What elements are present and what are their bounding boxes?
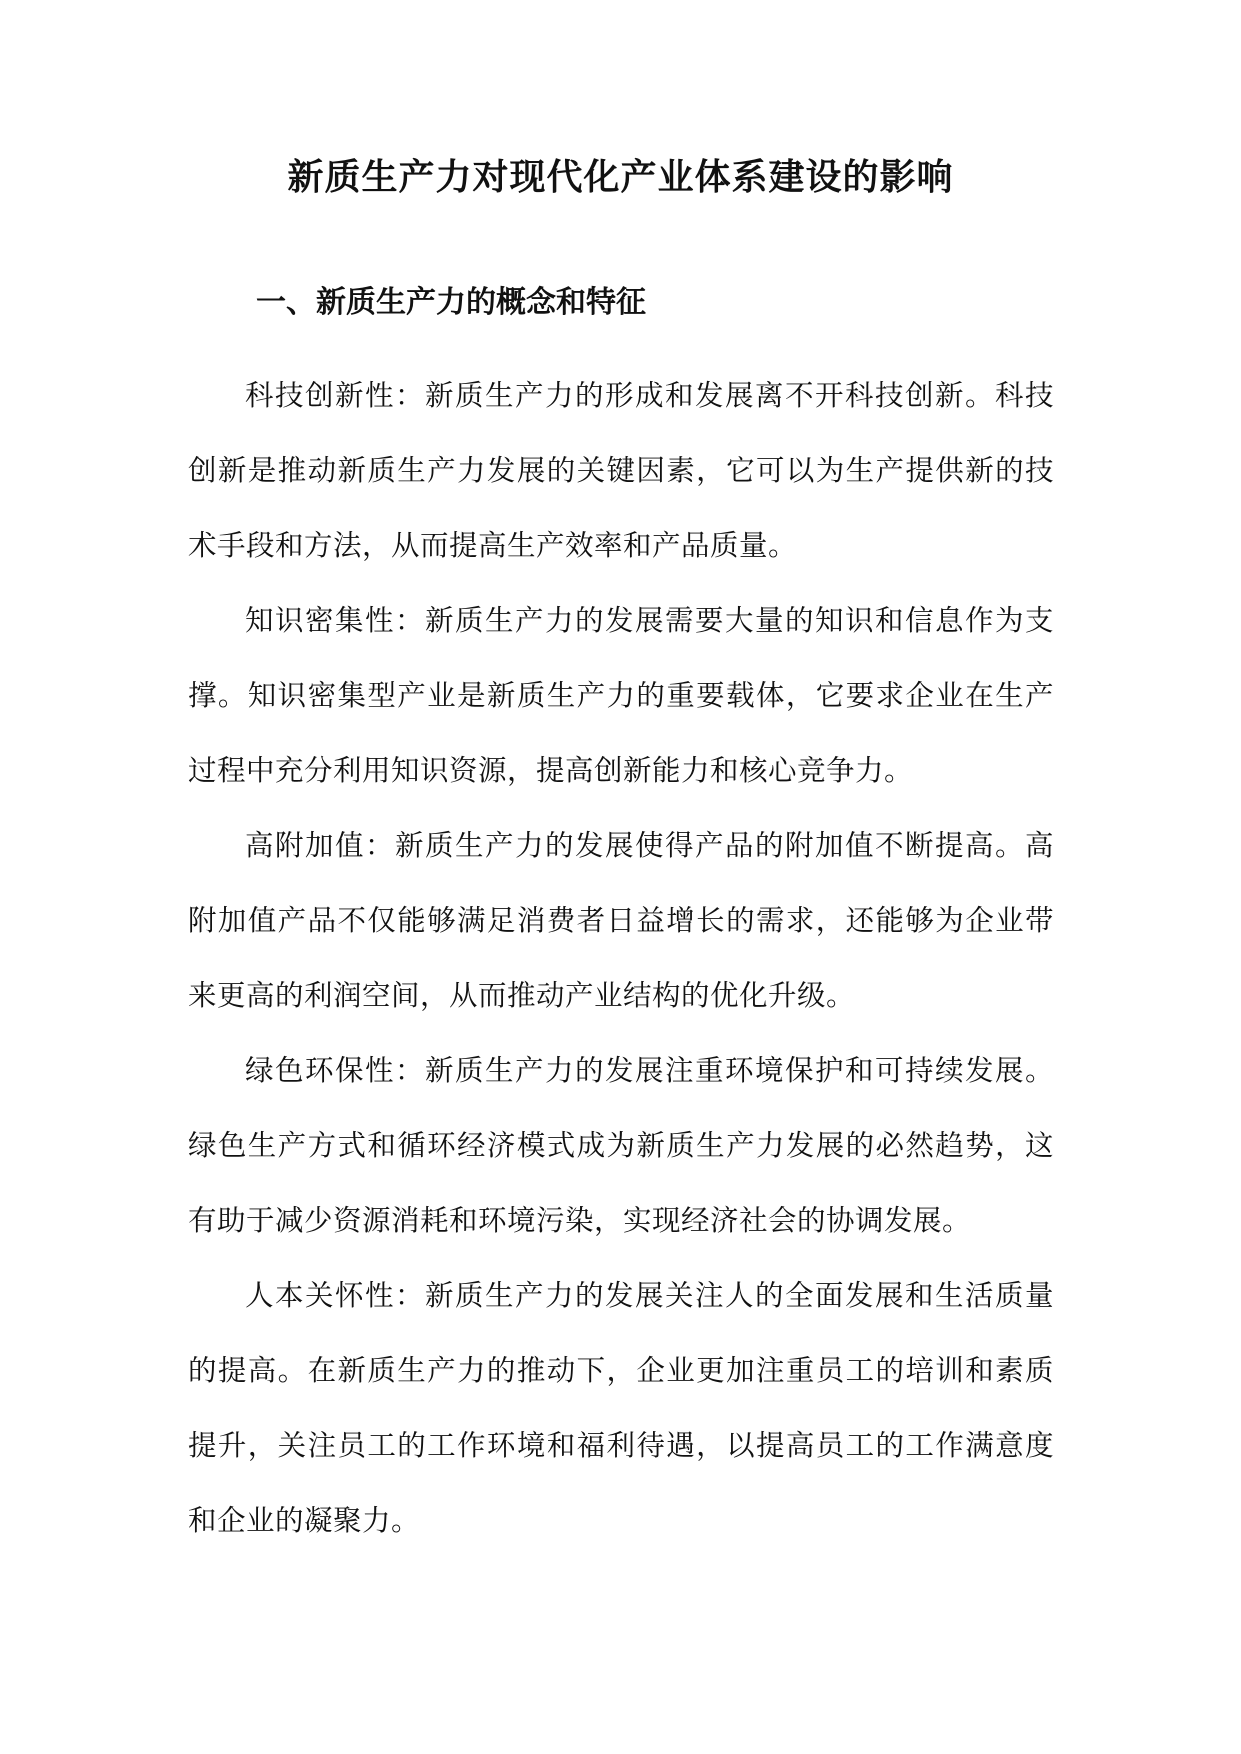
paragraph-green: 绿色环保性：新质生产力的发展注重环境保护和可持续发展。绿色生产方式和循环经济模式成为新质生产力发展的必然趋势，这有助于减少资源消耗和环境污染，实现经济社会的协调发展。 [188, 1054, 1054, 1237]
paragraph-high-value-added: 高附加值：新质生产力的发展使得产品的附加值不断提高。高附加值产品不仅能够满足消费者日益增长的需求，还能够为企业带来更高的利润空间，从而推动产业结构的优化升级。 [188, 829, 1054, 1012]
paragraph-knowledge-intensive: 知识密集性：新质生产力的发展需要大量的知识和信息作为支撑。知识密集型产业是新质生产力的重要载体，它要求企业在生产过程中充分利用知识资源，提高创新能力和核心竞争力。 [188, 604, 1054, 787]
document-body [188, 358, 1054, 1558]
paragraph-human-care: 人本关怀性：新质生产力的发展关注人的全面发展和生活质量的提高。在新质生产力的推动下，企业更加注重员工的培训和素质提升，关注员工的工作环境和福利待遇，以提高员工的工作满意度和企业的凝聚力。 [188, 1279, 1054, 1537]
paragraph-tech-innovation: 科技创新性：新质生产力的形成和发展离不开科技创新。科技创新是推动新质生产力发展的关键因素，它可以为生产提供新的技术手段和方法，从而提高生产效率和产品质量。 [188, 379, 1054, 562]
document-title: 新质生产力对现代化产业体系建设的影响 [287, 157, 954, 198]
section-heading: 一、新质生产力的概念和特征 [256, 285, 646, 320]
